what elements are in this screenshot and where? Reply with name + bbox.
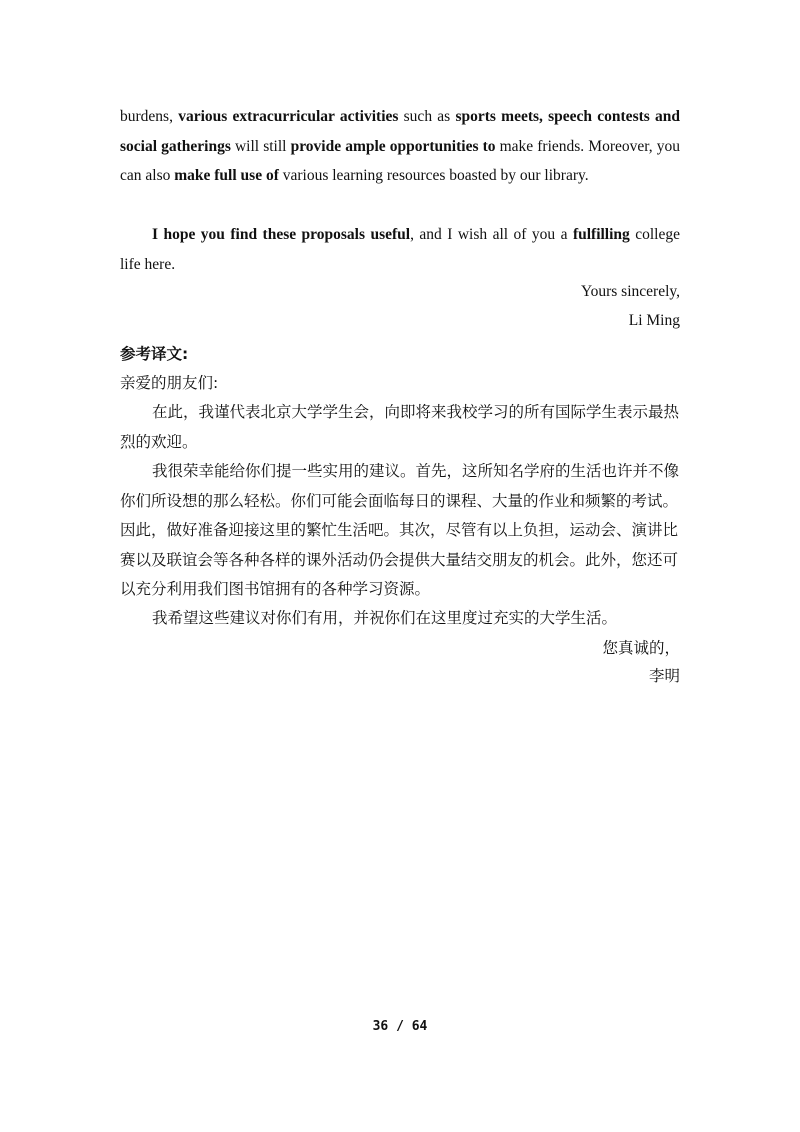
translation-paragraph-text: 我希望这些建议对你们有用，并祝你们在这里度过充实的大学生活。: [152, 609, 618, 627]
translation-paragraph-2: [120, 457, 680, 605]
text-run: will still: [230, 137, 291, 155]
bold-phrase: make full use of: [174, 167, 279, 184]
english-paragraph-final: [120, 220, 680, 279]
text-run: such as: [398, 108, 456, 125]
text-run: burdens,: [120, 108, 179, 125]
english-signature: Li Ming: [628, 312, 680, 329]
text-run: make friends. Moreover, you can also: [120, 137, 681, 184]
text-run: , and I wish all of you a: [410, 226, 573, 243]
bold-phrase: sports meets, speech contests and social gatherings: [120, 108, 681, 155]
translation-paragraph-1: [120, 398, 680, 457]
translation-closing: 您真诚的，: [602, 639, 680, 657]
bold-phrase: I hope you find these proposals useful: [152, 226, 411, 243]
page-number: 36 / 64: [372, 1019, 428, 1034]
english-closing: Yours sincerely,: [580, 283, 680, 300]
translation-paragraph-3: [120, 604, 680, 634]
bold-phrase: fulfilling: [572, 226, 630, 243]
text-run: college life here.: [120, 226, 680, 273]
translation-signature: 李明: [648, 667, 680, 685]
translation-heading: 参考译文:: [120, 345, 189, 363]
translation-paragraph-text: 我很荣幸能给你们提一些实用的建议。首先，这所知名学府的生活也许并不像你们所设想的那么轻松。你们可能会面临每日的课程、大量的作业和频繁的考试。因此，做好准备迎接这里的繁忙生活吧。其次，尽管有以上负担，运动会、演讲比赛以及联谊会等各种各样的课外活动仍会提供大量结交朋友的机会。此外，您还可以充分利用我们图书馆拥有的各种学习资源。: [120, 462, 680, 598]
translation-greeting: [120, 369, 680, 399]
english-paragraph-continued: [120, 102, 680, 191]
bold-phrase: provide ample opportunities to: [290, 137, 496, 155]
bold-phrase: various extracurricular activities: [178, 108, 399, 125]
english-paragraph-text: [120, 220, 680, 279]
translation-paragraph-text: 在此，我谨代表北京大学学生会，向即将来我校学习的所有国际学生表示最热烈的欢迎。: [120, 403, 680, 451]
text-run: various learning resources boasted by our library.: [278, 167, 589, 184]
translation-greeting-text: 亲爱的朋友们:: [120, 374, 219, 392]
english-paragraph-text: [120, 102, 680, 191]
